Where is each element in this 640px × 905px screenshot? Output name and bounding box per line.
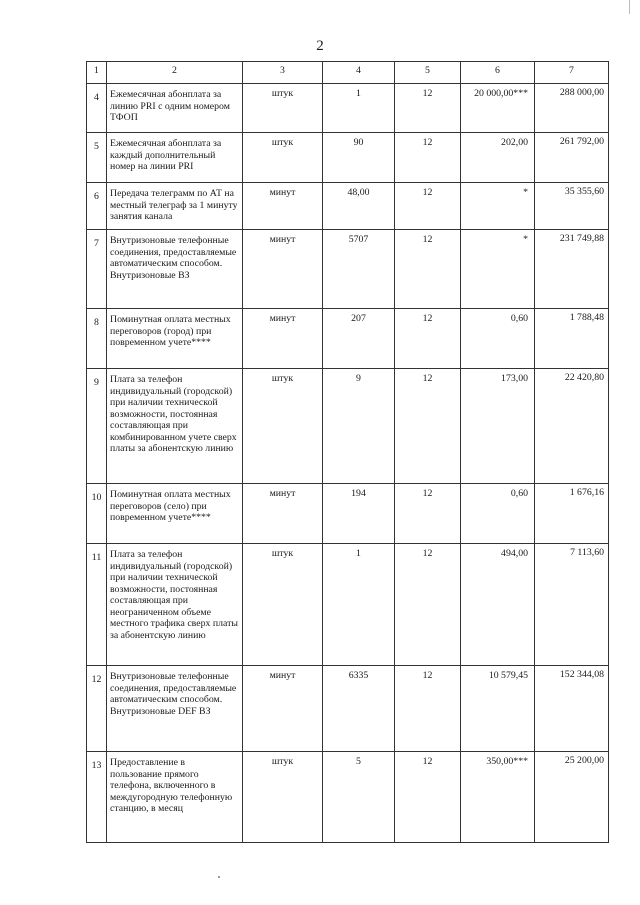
- quantity: 5707: [323, 230, 395, 309]
- months: 12: [395, 369, 461, 484]
- quantity: 194: [323, 484, 395, 544]
- total: 231 749,88: [535, 230, 609, 309]
- total: 152 344,08: [535, 666, 609, 752]
- scan-dot: [218, 876, 220, 878]
- price: 202,00: [461, 133, 535, 183]
- total: 35 355,60: [535, 183, 609, 230]
- table-row: [87, 544, 609, 666]
- service-name: Поминутная оплата местных переговоров (город) при повременном учете****: [107, 309, 243, 369]
- price: 20 000,00***: [461, 84, 535, 133]
- service-name: Внутризоновые телефонные соединения, предоставляемые автоматическим способом. Внутризоновые DEF ВЗ: [107, 666, 243, 752]
- price: 173,00: [461, 369, 535, 484]
- price: *: [461, 183, 535, 230]
- page-number: 2: [316, 38, 324, 54]
- row-number: 9: [87, 369, 107, 484]
- row-number: 7: [87, 230, 107, 309]
- unit: штук: [243, 369, 323, 484]
- quantity: 6335: [323, 666, 395, 752]
- price: 494,00: [461, 544, 535, 666]
- total: 261 792,00: [535, 133, 609, 183]
- column-header: 2: [107, 62, 243, 84]
- column-header: 4: [323, 62, 395, 84]
- months: 12: [395, 230, 461, 309]
- total: 7 113,60: [535, 544, 609, 666]
- months: 12: [395, 666, 461, 752]
- service-name: Поминутная оплата местных переговоров (село) при повременном учете****: [107, 484, 243, 544]
- unit: штук: [243, 544, 323, 666]
- table-row: [87, 369, 609, 484]
- price: 0,60: [461, 484, 535, 544]
- column-header: 3: [243, 62, 323, 84]
- quantity: 5: [323, 752, 395, 843]
- months: 12: [395, 133, 461, 183]
- row-number: 10: [87, 484, 107, 544]
- months: 12: [395, 752, 461, 843]
- service-name: Передача телеграмм по АТ на местный телеграф за 1 минуту занятия канала: [107, 183, 243, 230]
- service-name: Внутризоновые телефонные соединения, предоставляемые автоматическим способом. Внутризоновые ВЗ: [107, 230, 243, 309]
- column-header: 7: [535, 62, 609, 84]
- column-header: 6: [461, 62, 535, 84]
- row-number: 12: [87, 666, 107, 752]
- unit: минут: [243, 183, 323, 230]
- months: 12: [395, 309, 461, 369]
- quantity: 1: [323, 544, 395, 666]
- quantity: 90: [323, 133, 395, 183]
- months: 12: [395, 544, 461, 666]
- unit: минут: [243, 484, 323, 544]
- table-row: [87, 84, 609, 133]
- total: 25 200,00: [535, 752, 609, 843]
- total: 1 788,48: [535, 309, 609, 369]
- table-row: [87, 666, 609, 752]
- column-header: 1: [87, 62, 107, 84]
- row-number: 4: [87, 84, 107, 133]
- service-name: Предоставление в пользование прямого телефона, включенного в междугородную телефонную станцию, в месяц: [107, 752, 243, 843]
- column-header: 5: [395, 62, 461, 84]
- header-row: [87, 62, 609, 84]
- row-number: 8: [87, 309, 107, 369]
- price: 0,60: [461, 309, 535, 369]
- total: 288 000,00: [535, 84, 609, 133]
- unit: штук: [243, 133, 323, 183]
- months: 12: [395, 484, 461, 544]
- price: *: [461, 230, 535, 309]
- quantity: 48,00: [323, 183, 395, 230]
- months: 12: [395, 183, 461, 230]
- months: 12: [395, 84, 461, 133]
- unit: минут: [243, 666, 323, 752]
- row-number: 13: [87, 752, 107, 843]
- service-name: Плата за телефон индивидуальный (городской) при наличии технической возможности, постоянная составляющая при неограниченном объеме местного трафика сверх платы за абонентскую линию: [107, 544, 243, 666]
- service-name: Плата за телефон индивидуальный (городской) при наличии технической возможности, постоянная составляющая при комбинированном учете сверх платы за абонентскую линию: [107, 369, 243, 484]
- table-row: [87, 133, 609, 183]
- service-name: Ежемесячная абонплата за каждый дополнительный номер на линии PRI: [107, 133, 243, 183]
- quantity: 207: [323, 309, 395, 369]
- price: 10 579,45: [461, 666, 535, 752]
- quantity: 9: [323, 369, 395, 484]
- total: 22 420,80: [535, 369, 609, 484]
- table-row: [87, 484, 609, 544]
- row-number: 5: [87, 133, 107, 183]
- service-name: Ежемесячная абонплата за линию PRI с одним номером ТФОП: [107, 84, 243, 133]
- price: 350,00***: [461, 752, 535, 843]
- table-row: [87, 752, 609, 843]
- corner-mark: [629, 0, 630, 14]
- tariff-table: [86, 61, 609, 843]
- row-number: 6: [87, 183, 107, 230]
- table-row: [87, 309, 609, 369]
- unit: штук: [243, 752, 323, 843]
- table-row: [87, 230, 609, 309]
- total: 1 676,16: [535, 484, 609, 544]
- quantity: 1: [323, 84, 395, 133]
- unit: штук: [243, 84, 323, 133]
- row-number: 11: [87, 544, 107, 666]
- unit: минут: [243, 230, 323, 309]
- table-row: [87, 183, 609, 230]
- unit: минут: [243, 309, 323, 369]
